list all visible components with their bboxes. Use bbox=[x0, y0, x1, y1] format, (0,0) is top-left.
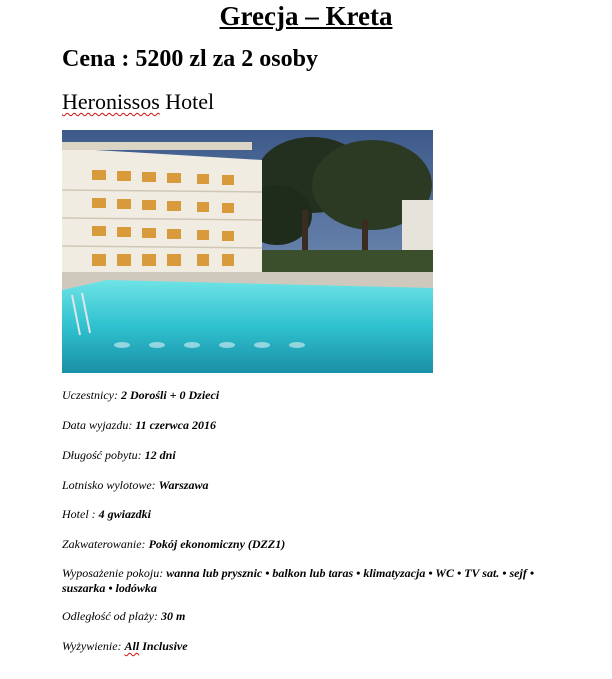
hotel-name-word: Heronissos bbox=[62, 89, 160, 114]
detail-stay-length bbox=[62, 448, 562, 463]
detail-value: 2 Dorośli + 0 Dzieci bbox=[120, 388, 220, 402]
detail-board bbox=[62, 639, 562, 654]
detail-value-first: All bbox=[124, 639, 140, 653]
detail-value: 4 gwiazdki bbox=[98, 507, 151, 521]
detail-value: 12 dni bbox=[144, 448, 176, 462]
detail-label: Długość pobytu: bbox=[62, 448, 145, 462]
hotel-pool-photo bbox=[62, 130, 433, 373]
price-heading: Cena : 5200 zl za 2 osoby bbox=[62, 46, 318, 72]
detail-label: Odległość od plaży: bbox=[62, 609, 161, 623]
detail-value: 30 m bbox=[160, 609, 186, 623]
detail-label: Wyżywienie: bbox=[62, 639, 125, 653]
detail-label: Data wyjazdu: bbox=[62, 418, 136, 432]
detail-value: wanna lub prysznic • balkon lub taras • klimatyzacja • WC • TV sat. • sejf • suszarka • lodówka bbox=[62, 566, 535, 595]
document-title: Grecja – Kreta bbox=[219, 1, 393, 31]
detail-value: 11 czerwca 2016 bbox=[135, 418, 217, 432]
detail-beach-distance bbox=[62, 609, 562, 624]
detail-label: Zakwaterowanie: bbox=[62, 537, 149, 551]
detail-value: Pokój ekonomiczny (DZZ1) bbox=[148, 537, 286, 551]
detail-value bbox=[125, 639, 188, 653]
detail-departure-airport bbox=[62, 478, 562, 493]
detail-label: Hotel : bbox=[62, 507, 99, 521]
detail-value-rest: Inclusive bbox=[139, 639, 188, 653]
detail-label: Uczestnicy: bbox=[62, 388, 121, 402]
detail-departure-date bbox=[62, 418, 562, 433]
detail-label: Wyposażenie pokoju: bbox=[62, 566, 167, 580]
detail-participants bbox=[62, 388, 562, 403]
detail-room-equipment bbox=[62, 566, 562, 596]
hotel-name-suffix: Hotel bbox=[159, 89, 215, 114]
detail-accommodation bbox=[62, 537, 562, 552]
hotel-name-heading bbox=[62, 88, 214, 116]
detail-label: Lotnisko wylotowe: bbox=[62, 478, 159, 492]
detail-value: Warszawa bbox=[158, 478, 209, 492]
detail-hotel-standard bbox=[62, 507, 562, 522]
